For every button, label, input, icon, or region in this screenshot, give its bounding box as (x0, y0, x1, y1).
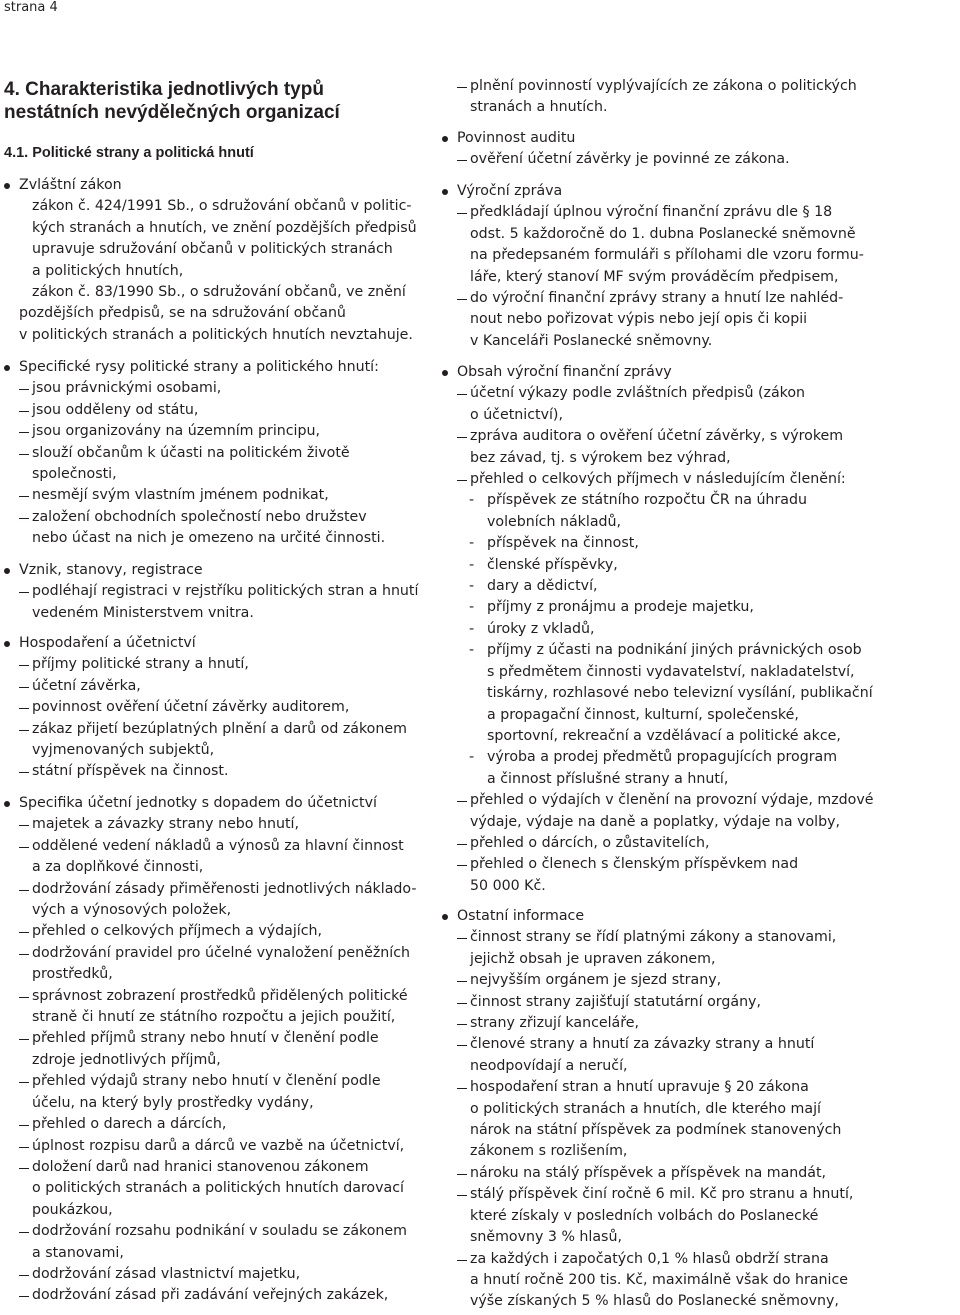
bullet-item: Povinnost auditu (440, 128, 790, 149)
dash-item-continuation: nárok na státní příspěvek za podmínek stanovených (470, 1122, 842, 1139)
dash-item: nesmějí svým vlastním jménem podnikat, (2, 485, 385, 506)
dash-item-continuation: kých stranách a hnutích, ve znění pozdějších předpisů (32, 219, 417, 236)
dash-item: činnost strany zajišťují statutární orgány, (440, 992, 853, 1013)
text-block (2, 633, 407, 783)
dash-item: zákaz přijetí bezúplatných plnění a darů od zákonem (2, 719, 407, 740)
dash-item: plnění povinností vyplývajících ze zákona o politických (440, 76, 857, 97)
chapter-heading-line-2: nestátních nevýdělečných organizací (4, 102, 340, 123)
dash-item: jsou odděleny od státu, (2, 400, 385, 421)
bullet-item: Zvláštní zákon (2, 175, 417, 196)
dash-item-continuation: sněmovny 3 % hlasů, (470, 1229, 622, 1246)
dash-item-continuation: nebo účast na nich je omezeno na určité činnosti. (32, 530, 386, 547)
sub-item-continuation: a propagační činnost, kulturní, společenské, (487, 706, 799, 723)
sub-item: - příjmy z účasti na podnikání jiných právnických osob (440, 640, 873, 661)
dash-item-continuation: nout nebo pořizovat výpis nebo její opis či kopii (470, 311, 808, 328)
sub-item-continuation: sportovní, rekreační a vzdělávací a politické akce, (487, 727, 841, 744)
page-number: strana 4 (4, 0, 58, 15)
bullet-item: Specifika účetní jednotky s dopadem do účetnictví (2, 793, 416, 814)
dash-item-continuation: vyjmenovaných subjektů, (32, 742, 215, 759)
dash-item: účetní závěrka, (2, 676, 407, 697)
dash-item-continuation: a politických hnutích, (32, 262, 184, 279)
sub-item-continuation: tiskárny, rozhlasové nebo televizní vysílání, publikační (487, 685, 873, 702)
dash-item: členové strany a hnutí za závazky strany a hnutí (440, 1034, 853, 1055)
dash-item: správnost zobrazení prostředků přidělených politické (2, 986, 416, 1007)
dash-item-continuation: zákon č. 424/1991 Sb., o sdružování občanů v politic- (32, 198, 412, 215)
dash-item-continuation: upravuje sdružování občanů v politických stranách (32, 241, 393, 258)
bullet-item: Specifické rysy politické strany a politického hnutí: (2, 357, 385, 378)
text-block (440, 906, 853, 1313)
dash-item: příjmy politické strany a hnutí, (2, 654, 407, 675)
dash-item: podléhají registraci v rejstříku politických stran a hnutí (2, 581, 418, 602)
dash-item-continuation: účelu, na který byly prostředky vydány, (32, 1094, 314, 1111)
dash-item-continuation: prostředků, (32, 966, 113, 983)
dash-item: přehled o členech s členským příspěvkem nad (440, 854, 873, 875)
text-block (440, 362, 873, 897)
bullet-item: Obsah výroční finanční zprávy (440, 362, 873, 383)
dash-item-continuation: vedeném Ministerstvem vnitra. (32, 604, 254, 621)
dash-item-continuation: láře, který stanoví MF svým prováděcím předpisem, (470, 268, 839, 285)
bullet-item: Ostatní informace (440, 906, 853, 927)
dash-item: dodržování zásad při zadávání veřejných zakázek, (2, 1285, 416, 1306)
dash-item: strany zřizují kanceláře, (440, 1013, 853, 1034)
dash-item: slouží občanům k účasti na politickém životě (2, 443, 385, 464)
text-block (440, 76, 857, 119)
dash-item-continuation: jejichž obsah je upraven zákonem, (470, 950, 716, 967)
text-block (2, 793, 416, 1307)
dash-item: hospodaření stran a hnutí upravuje § 20 zákona (440, 1077, 853, 1098)
dash-item-continuation: 50 000 Kč. (470, 877, 546, 894)
dash-item: do výroční finanční zprávy strany a hnutí lze nahléd- (440, 288, 864, 309)
sub-item: - úroky z vkladů, (440, 619, 873, 640)
dash-item: jsou organizovány na územním principu, (2, 421, 385, 442)
text-block (2, 560, 418, 624)
sub-item: - příjmy z pronájmu a prodeje majetku, (440, 597, 873, 618)
sub-item-continuation: a činnost příslušné strany a hnutí, (487, 770, 729, 787)
bullet-item-continuation: v politických stranách a politických hnutích nevztahuje. (19, 326, 413, 343)
dash-item-continuation: a hnutí ročně 200 tis. Kč, maximálně však do hranice (470, 1271, 848, 1288)
bullet-item: Výroční zpráva (440, 181, 864, 202)
text-block (2, 175, 417, 346)
dash-item: nejvyšším orgánem je sjezd strany, (440, 970, 853, 991)
sub-item: - členské příspěvky, (440, 555, 873, 576)
dash-item-continuation: výše získaných 5 % hlasů do Poslanecké sněmovny, (470, 1293, 839, 1310)
dash-item: jsou právnickými osobami, (2, 378, 385, 399)
chapter-heading-line-1: 4. Charakteristika jednotlivých typů (4, 79, 324, 100)
sub-item: - dary a dědictví, (440, 576, 873, 597)
dash-item: účetní výkazy podle zvláštních předpisů (zákon (440, 383, 873, 404)
dash-item: úplnost rozpisu darů a dárců ve vazbě na účetnictví, (2, 1136, 416, 1157)
dash-item-continuation: vých a výnosových položek, (32, 902, 232, 919)
bullet-item: Hospodaření a účetnictví (2, 633, 407, 654)
dash-item-continuation: v Kanceláři Poslanecké sněmovny. (470, 332, 713, 349)
section-heading: 4.1. Politické strany a politická hnutí (4, 145, 254, 161)
dash-item-continuation: na předepsaném formuláři s přílohami dle vzoru formu- (470, 247, 864, 264)
dash-item: za každých i započatých 0,1 % hlasů obdrží strana (440, 1249, 853, 1270)
dash-item-continuation: zákon č. 83/1990 Sb., o sdružování občanů, ve znění (32, 284, 406, 301)
dash-item: činnost strany se řídí platnými zákony a stanovami, (440, 927, 853, 948)
bullet-item-continuation: pozdějších předpisů, se na sdružování občanů (19, 305, 346, 322)
dash-item-continuation: o politických stranách a politických hnutích darovací (32, 1180, 404, 1197)
dash-item: nároku na stálý příspěvek a příspěvek na mandát, (440, 1163, 853, 1184)
text-block (440, 181, 864, 352)
dash-item-continuation: a stanovami, (32, 1244, 124, 1261)
dash-item-continuation: zákonem s rozlišením, (470, 1143, 628, 1160)
chapter-heading (4, 78, 434, 124)
dash-item-continuation: společnosti, (32, 466, 117, 483)
dash-item: přehled o celkových příjmech a výdajích, (2, 921, 416, 942)
dash-item: dodržování zásad vlastnictví majetku, (2, 1264, 416, 1285)
sub-item: - výroba a prodej předmětů propagujících program (440, 747, 873, 768)
dash-item: oddělené vedení nákladů a výnosů za hlavní činnost (2, 836, 416, 857)
sub-item: - příspěvek ze státního rozpočtu ČR na úhradu (440, 490, 873, 511)
dash-item: zpráva auditora o ověření účetní závěrky, s výrokem (440, 426, 873, 447)
dash-item-continuation: stranách a hnutích. (470, 99, 608, 116)
dash-item-continuation: které získaly v posledních volbách do Poslanecké (470, 1207, 819, 1224)
dash-item-continuation: o účetnictví), (470, 406, 563, 423)
dash-item-continuation: straně či hnutí ze státního rozpočtu a jejich použití, (32, 1009, 396, 1026)
dash-item: přehled výdajů strany nebo hnutí v členění podle (2, 1071, 416, 1092)
dash-item: dodržování rozsahu podnikání v souladu se zákonem (2, 1221, 416, 1242)
dash-item-continuation: zdroje jednotlivých příjmů, (32, 1051, 221, 1068)
dash-item: přehled o celkových příjmech v následujícím členění: (440, 469, 873, 490)
dash-item: založení obchodních společností nebo družstev (2, 507, 385, 528)
dash-item: stálý příspěvek činí ročně 6 mil. Kč pro stranu a hnutí, (440, 1184, 853, 1205)
dash-item-continuation: bez závad, tj. s výrokem bez výhrad, (470, 449, 731, 466)
text-block (440, 128, 790, 171)
dash-item: povinnost ověření účetní závěrky auditorem, (2, 697, 407, 718)
dash-item: dodržování pravidel pro účelné vynaložení peněžních (2, 943, 416, 964)
dash-item: přehled o dárcích, o zůstavitelích, (440, 833, 873, 854)
dash-item: předkládají úplnou výroční finanční zprávu dle § 18 (440, 202, 864, 223)
text-block (2, 357, 385, 550)
dash-item: přehled příjmů strany nebo hnutí v členění podle (2, 1028, 416, 1049)
dash-item: doložení darů nad hranici stanovenou zákonem (2, 1157, 416, 1178)
dash-item: přehled o výdajích v členění na provozní výdaje, mzdové (440, 790, 873, 811)
dash-item-continuation: a za doplňkové činnosti, (32, 859, 204, 876)
dash-item-continuation: neodpovídají a neručí, (470, 1057, 628, 1074)
bullet-item: Vznik, stanovy, registrace (2, 560, 418, 581)
dash-item-continuation: o politických stranách a hnutích, dle kterého mají (470, 1100, 821, 1117)
sub-item: - příspěvek na činnost, (440, 533, 873, 554)
dash-item-continuation: odst. 5 každoročně do 1. dubna Poslanecké sněmovně (470, 225, 856, 242)
dash-item-continuation: poukázkou, (32, 1201, 113, 1218)
dash-item-continuation: výdaje, výdaje na daně a poplatky, výdaje na volby, (470, 813, 840, 830)
dash-item: ověření účetní závěrky je povinné ze zákona. (440, 149, 790, 170)
sub-item-continuation: s předmětem činnosti vydavatelství, nakladatelství, (487, 663, 855, 680)
dash-item: přehled o darech a dárcích, (2, 1114, 416, 1135)
sub-item-continuation: volebních nákladů, (487, 513, 622, 530)
dash-item: majetek a závazky strany nebo hnutí, (2, 814, 416, 835)
dash-item: státní příspěvek na činnost. (2, 761, 407, 782)
dash-item: dodržování zásady přiměřenosti jednotlivých náklado- (2, 879, 416, 900)
